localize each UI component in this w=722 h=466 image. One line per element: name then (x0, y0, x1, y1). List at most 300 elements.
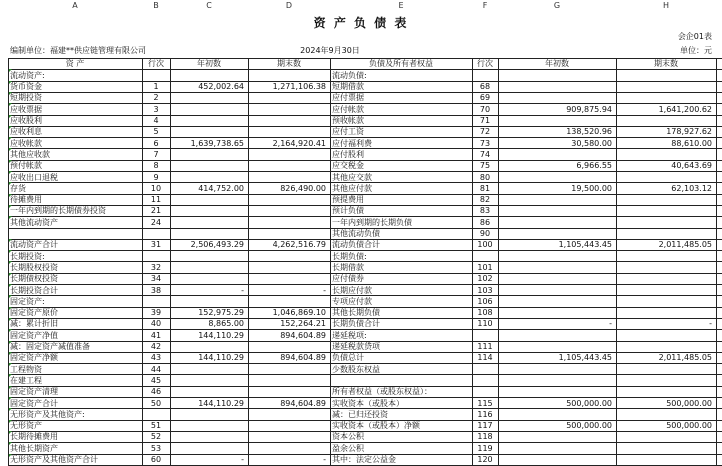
row-begin-value: 144,110.29 (198, 330, 244, 340)
column-header-b[interactable]: B (153, 1, 159, 10)
row-line-number: 24 (150, 217, 162, 227)
row-line-number: 5 (153, 127, 159, 137)
row-begin-value (170, 104, 244, 115)
row-end-value: 1,271,106.38 (272, 82, 326, 92)
row-label: 实收资本（或股本）净额 (332, 421, 420, 431)
row-label: 长期负债: (332, 251, 367, 261)
row-end-value (248, 228, 326, 239)
row-begin-value: 152,975.29 (198, 308, 244, 318)
row-line-number: 52 (150, 432, 162, 442)
row-begin-value (170, 431, 244, 442)
row-begin-value: 1,105,443.45 (558, 353, 612, 363)
row-label: 固定资产净值 (10, 330, 58, 340)
row-end-value (616, 251, 712, 262)
row-end-value (248, 375, 326, 386)
error-indicator-icon (9, 431, 12, 434)
row-begin-value (498, 330, 612, 341)
row-end-value (616, 409, 712, 420)
row-begin-value (170, 420, 244, 431)
row-label: 应收帐款 (10, 138, 42, 148)
row-begin-value (170, 409, 244, 420)
row-label: 预收帐款 (332, 116, 364, 125)
row-label: 无形资产及其他资产: (10, 409, 85, 419)
row-line-number: 102 (477, 274, 493, 284)
row-label: 流动负债: (332, 70, 367, 80)
header-begin: 年初数 (197, 59, 221, 68)
row-line-number: 100 (477, 240, 493, 250)
row-end-value (248, 126, 326, 137)
row-line-number: 81 (479, 183, 491, 193)
row-end-value (248, 115, 326, 126)
row-begin-value (170, 149, 244, 160)
row-line-number: 50 (150, 398, 162, 408)
error-indicator-icon (9, 205, 12, 208)
error-indicator-icon (9, 137, 12, 140)
row-line-number (472, 375, 498, 386)
row-end-value (616, 194, 712, 205)
row-begin-value: 1,105,443.45 (558, 240, 612, 250)
error-indicator-icon (9, 352, 12, 355)
row-label: 长期应付款 (332, 285, 372, 295)
row-label: 应收出口退税 (10, 172, 58, 182)
row-begin-value (170, 296, 244, 307)
row-line-number (472, 364, 498, 375)
row-begin-value: 1,639,738.65 (190, 138, 244, 148)
grid-line (716, 58, 717, 465)
row-label: 应付帐款 (332, 104, 364, 114)
error-indicator-icon (9, 363, 12, 366)
row-line-number: 46 (150, 387, 162, 397)
row-end-value (616, 262, 712, 273)
row-begin-value (170, 228, 244, 239)
row-end-value (616, 172, 712, 183)
error-indicator-icon (9, 374, 12, 377)
row-label: 长期负债合计 (332, 319, 380, 329)
row-label: 应付票据 (332, 93, 364, 103)
row-end-value: 88,610.00 (671, 138, 712, 148)
row-label: 其他流动资产 (10, 217, 58, 227)
error-indicator-icon (9, 182, 12, 185)
row-end-value (616, 341, 712, 352)
row-begin-value (170, 341, 244, 352)
row-end-value (616, 70, 712, 81)
error-indicator-icon (9, 171, 12, 174)
row-end-value (248, 194, 326, 205)
row-label: 应收股利 (10, 116, 42, 125)
row-end-value: 2,164,920.41 (272, 138, 326, 148)
row-label: 其他流动负债 (332, 229, 380, 238)
row-end-value (616, 364, 712, 375)
row-begin-value (170, 172, 244, 183)
row-label: 存货 (10, 183, 26, 193)
row-line-number: 71 (479, 116, 491, 125)
row-begin-value: 909,875.94 (566, 104, 612, 114)
error-indicator-icon (9, 454, 12, 457)
row-end-value: - (323, 285, 326, 295)
row-line-number: 6 (153, 138, 159, 148)
row-end-value: 500,000.00 (666, 421, 712, 431)
row-line-number: 39 (150, 308, 162, 318)
row-line-number: 2 (153, 93, 159, 103)
row-label: 固定资产净额 (10, 353, 58, 363)
row-begin-value (170, 160, 244, 171)
row-line-number: 115 (477, 398, 493, 408)
row-line-number: 40 (150, 319, 162, 329)
error-indicator-icon (9, 194, 12, 197)
row-begin-value: 500,000.00 (566, 398, 612, 408)
error-indicator-icon (9, 397, 12, 400)
row-end-value (248, 251, 326, 262)
row-line-number: 4 (153, 116, 159, 125)
error-indicator-icon (9, 341, 12, 344)
row-begin-value (498, 81, 612, 92)
row-begin-value (498, 149, 612, 160)
error-indicator-icon (9, 69, 12, 72)
row-begin-value (498, 431, 612, 442)
row-line-number: 9 (153, 172, 159, 182)
row-line-number: 114 (477, 353, 493, 363)
error-indicator-icon (9, 160, 12, 163)
column-header-e[interactable]: E (398, 1, 404, 10)
row-label: 其他长期负债 (332, 308, 380, 318)
row-begin-value (170, 115, 244, 126)
row-label: 无形资产 (10, 421, 42, 431)
column-header-f[interactable]: F (482, 1, 488, 10)
row-begin-value (498, 194, 612, 205)
row-label: 减：累计折旧 (10, 319, 58, 329)
column-header-c[interactable]: C (206, 1, 212, 10)
row-begin-value (498, 443, 612, 454)
row-label: 待摊费用 (10, 195, 42, 205)
row-line-number (142, 70, 170, 81)
row-end-value (616, 330, 712, 341)
row-begin-value: - (241, 285, 244, 295)
row-begin-value: 19,500.00 (571, 183, 612, 193)
row-begin-value (170, 205, 244, 216)
row-label: 预计负债 (332, 206, 364, 216)
row-end-value (616, 285, 712, 296)
row-label: 应付工资 (332, 127, 364, 137)
row-label: 长期债权投资 (10, 274, 58, 284)
row-end-value: 1,046,869.10 (272, 308, 326, 318)
column-header-a[interactable]: A (72, 1, 78, 10)
row-end-value (616, 454, 712, 465)
row-line-number: 45 (150, 375, 162, 385)
row-end-value (248, 160, 326, 171)
row-line-number: 118 (477, 432, 493, 442)
row-line-number: 7 (153, 149, 159, 159)
row-line-number: 60 (150, 455, 162, 464)
row-line-number: 43 (150, 353, 162, 363)
row-label: 实收资本（或股本） (332, 398, 404, 408)
row-label: 固定资产清理 (10, 387, 58, 397)
row-end-value (248, 364, 326, 375)
row-line-number: 75 (479, 161, 491, 171)
row-label: 固定资产: (10, 296, 45, 306)
row-end-value (616, 81, 712, 92)
error-indicator-icon (9, 295, 12, 298)
row-begin-value: 500,000.00 (566, 421, 612, 431)
column-header-h[interactable]: H (662, 1, 669, 10)
row-label: 其他应收款 (10, 149, 50, 159)
row-label: 长期待摊费用 (10, 432, 58, 442)
row-end-value (248, 92, 326, 103)
row-label: 应付福利费 (332, 138, 372, 148)
error-indicator-icon (9, 126, 12, 129)
row-line-number: 32 (150, 262, 162, 272)
row-label: 长期借款 (332, 262, 364, 272)
row-begin-value (170, 194, 244, 205)
row-line-number: 101 (477, 262, 493, 272)
row-label (10, 228, 140, 239)
company-name: 编制单位：福建**供应链管理有限公司 (10, 46, 146, 55)
row-end-value (248, 420, 326, 431)
row-label: 一年内到期的长期负债 (332, 217, 412, 227)
header-line-no: 行次 (148, 59, 164, 68)
error-indicator-icon (9, 284, 12, 287)
row-begin-value (170, 92, 244, 103)
row-begin-value (498, 375, 612, 386)
row-end-value (616, 115, 712, 126)
row-end-value: 4,262,516.79 (272, 240, 326, 250)
row-begin-value (498, 217, 612, 228)
row-end-value (616, 431, 712, 442)
row-label: 少数股东权益 (332, 364, 380, 374)
row-line-number: 83 (479, 206, 491, 216)
row-end-value (616, 228, 712, 239)
row-line-number: 51 (150, 421, 162, 431)
row-begin-value: 6,966.55 (576, 161, 612, 171)
row-end-value (616, 443, 712, 454)
row-end-value (248, 70, 326, 81)
row-label: 所有者权益（或股东权益）： (332, 387, 432, 397)
row-line-number: 38 (150, 285, 162, 295)
row-line-number: 3 (153, 104, 159, 114)
unit-label: 单位：元 (680, 46, 712, 55)
row-end-value (248, 262, 326, 273)
row-begin-value (498, 172, 612, 183)
row-begin-value (170, 375, 244, 386)
row-line-number: 82 (479, 195, 491, 205)
error-indicator-icon (9, 442, 12, 445)
row-end-value (616, 273, 712, 284)
row-end-value: 894,604.89 (280, 398, 326, 408)
row-label: 货币资金 (10, 82, 42, 92)
row-label: 长期股权投资 (10, 262, 58, 272)
row-begin-value: 30,580.00 (571, 138, 612, 148)
row-line-number: 68 (479, 82, 491, 92)
row-begin-value (170, 217, 244, 228)
row-end-value (248, 273, 326, 284)
row-line-number: 90 (479, 229, 491, 238)
row-label: 其中：法定公益金 (332, 455, 396, 464)
row-label: 流动资产: (10, 70, 45, 80)
row-line-number: 111 (477, 342, 493, 351)
row-label: 流动负债合计 (332, 240, 380, 250)
error-indicator-icon (9, 239, 12, 242)
row-end-value (616, 386, 712, 397)
row-end-value (248, 149, 326, 160)
error-indicator-icon (9, 216, 12, 219)
error-indicator-icon (9, 307, 12, 310)
row-begin-value: 144,110.29 (198, 398, 244, 408)
row-line-number: 120 (477, 455, 493, 464)
row-begin-value (498, 454, 612, 465)
error-indicator-icon (9, 250, 12, 253)
header-end-2: 期末数 (654, 59, 678, 68)
row-label (332, 375, 470, 386)
error-indicator-icon (9, 318, 12, 321)
row-label: 其他应交款 (332, 172, 372, 182)
row-line-number: 1 (153, 82, 159, 92)
row-begin-value (170, 273, 244, 284)
row-label: 固定资产合计 (10, 398, 58, 408)
row-line-number: 10 (150, 183, 162, 193)
row-end-value: - (709, 319, 712, 329)
error-indicator-icon (9, 386, 12, 389)
row-label: 短期投资 (10, 93, 42, 103)
row-end-value (616, 205, 712, 216)
row-begin-value (498, 115, 612, 126)
grid-line (330, 58, 331, 465)
row-label: 负债总计 (332, 353, 364, 363)
row-end-value: 178,927.62 (666, 127, 712, 137)
error-indicator-icon (9, 329, 12, 332)
row-label: 专项应付款 (332, 296, 372, 306)
row-line-number (472, 251, 498, 262)
error-indicator-icon (9, 148, 12, 151)
row-end-value: 894,604.89 (280, 330, 326, 340)
row-line-number: 70 (479, 104, 491, 114)
row-end-value: - (323, 455, 326, 464)
row-line-number: 42 (150, 342, 162, 351)
row-end-value (248, 341, 326, 352)
row-line-number (142, 296, 170, 307)
row-label: 应付股利 (332, 149, 364, 159)
row-end-value: 894,604.89 (280, 353, 326, 363)
row-line-number: 119 (477, 443, 493, 453)
row-end-value (616, 92, 712, 103)
row-end-value: 40,643.69 (671, 161, 712, 171)
header-end: 期末数 (277, 59, 301, 68)
row-label: 流动资产合计 (10, 240, 58, 250)
row-label: 递延税款贷项 (332, 342, 380, 351)
row-begin-value: 138,520.96 (566, 127, 612, 137)
row-label: 应收利息 (10, 127, 42, 137)
row-line-number: 86 (479, 217, 491, 227)
row-end-value: 2,011,485.05 (658, 240, 712, 250)
row-begin-value: 2,506,493.29 (190, 240, 244, 250)
row-label: 短期借款 (332, 82, 364, 92)
row-label: 预提费用 (332, 195, 364, 205)
row-begin-value (498, 296, 612, 307)
row-line-number: 11 (150, 195, 162, 205)
row-end-value (248, 431, 326, 442)
row-end-value: 152,264.21 (280, 319, 326, 329)
row-end-value (616, 375, 712, 386)
row-begin-value (170, 126, 244, 137)
row-line-number (142, 251, 170, 262)
row-label: 其他应付款 (332, 183, 372, 193)
row-line-number (472, 70, 498, 81)
row-begin-value (498, 70, 612, 81)
row-line-number: 34 (150, 274, 162, 284)
row-end-value (616, 149, 712, 160)
row-begin-value (498, 251, 612, 262)
header-begin-2: 年初数 (545, 59, 569, 68)
row-end-value (248, 443, 326, 454)
row-end-value (248, 104, 326, 115)
row-begin-value (170, 262, 244, 273)
row-line-number: 53 (150, 443, 162, 453)
row-end-value: 826,490.00 (280, 183, 326, 193)
error-indicator-icon (9, 103, 12, 106)
row-end-value (248, 172, 326, 183)
row-line-number: 74 (479, 149, 491, 159)
row-begin-value (170, 443, 244, 454)
row-line-number: 103 (477, 285, 493, 295)
grid-line (8, 58, 722, 59)
row-line-number: 69 (479, 93, 491, 103)
row-label: 应付债券 (332, 274, 364, 284)
row-end-value (248, 296, 326, 307)
row-begin-value (498, 285, 612, 296)
row-begin-value (498, 307, 612, 318)
row-label: 工程物资 (10, 364, 42, 374)
report-date: 2024年9月30日 (300, 46, 360, 55)
row-begin-value (170, 251, 244, 262)
error-indicator-icon (9, 420, 12, 423)
column-header-g[interactable]: G (553, 1, 561, 10)
row-label: 递延税项: (332, 330, 367, 340)
row-label: 其他长期资产 (10, 443, 58, 453)
sheet-title: 资 产 负 债 表 (313, 16, 409, 30)
row-begin-value (498, 341, 612, 352)
error-indicator-icon (9, 81, 12, 84)
row-line-number: 106 (477, 296, 493, 306)
row-begin-value: - (241, 455, 244, 464)
row-label: 固定资产原价 (10, 308, 58, 318)
row-line-number: 108 (477, 308, 493, 318)
row-line-number: 72 (479, 127, 491, 137)
row-line-number: 8 (153, 161, 159, 171)
row-label: 一年内到期的长期债券投资 (10, 206, 106, 216)
row-label: 减：固定资产减值准备 (10, 342, 90, 351)
header-liabilities: 负债及所有者权益 (369, 59, 433, 68)
column-header-d[interactable]: D (285, 1, 293, 10)
row-label: 应收票据 (10, 104, 42, 114)
row-line-number: 110 (477, 319, 493, 329)
row-begin-value (498, 409, 612, 420)
row-label: 无形资产及其他资产合计 (10, 455, 98, 464)
row-begin-value (498, 262, 612, 273)
error-indicator-icon (9, 273, 12, 276)
column-header-bar (0, 0, 722, 11)
row-end-value (616, 296, 712, 307)
row-end-value (248, 205, 326, 216)
row-begin-value: 8,865.00 (208, 319, 244, 329)
row-begin-value: 452,002.64 (198, 82, 244, 92)
row-end-value: 500,000.00 (666, 398, 712, 408)
row-begin-value (170, 364, 244, 375)
row-label: 减：已归还投资 (332, 409, 388, 419)
row-begin-value: 144,110.29 (198, 353, 244, 363)
error-indicator-icon (9, 115, 12, 118)
error-indicator-icon (9, 92, 12, 95)
row-label: 盈余公积 (332, 443, 364, 453)
header-line-no-2: 行次 (477, 59, 493, 68)
error-indicator-icon (9, 408, 12, 411)
